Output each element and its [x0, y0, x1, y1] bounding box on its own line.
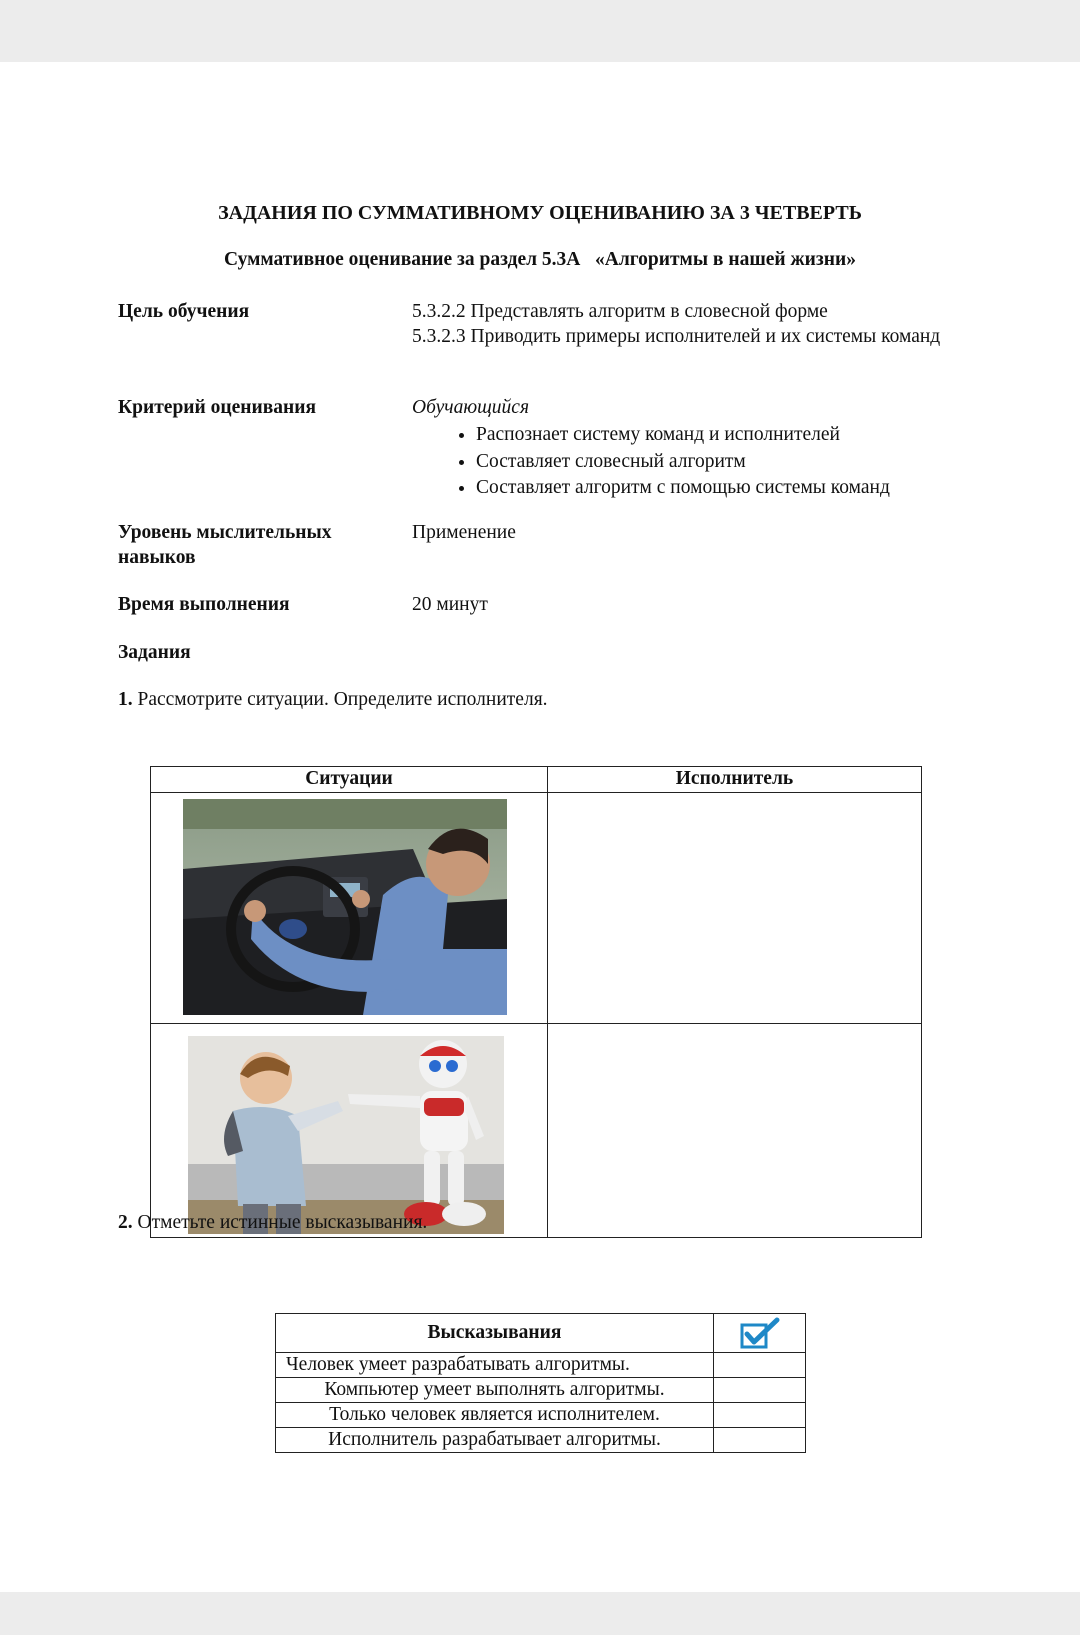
robot-photo: [188, 1036, 504, 1234]
check-header: [714, 1314, 806, 1353]
statements-header: Высказывания: [276, 1314, 714, 1353]
checkbox-checked-icon: [739, 1317, 781, 1351]
robot-image: [188, 1036, 504, 1234]
goal-line-1: 5.3.2.2 Представлять алгоритм в словесной форме: [412, 301, 828, 322]
statements-table: [275, 1313, 806, 1453]
statement-check-cell[interactable]: [714, 1403, 806, 1428]
criteria-item: • Составляет словесный алгоритм: [476, 449, 972, 476]
task2-prompt: [118, 1212, 427, 1234]
document-page: [0, 62, 1080, 1592]
criteria-value: [412, 395, 972, 502]
task2-text: Отметьте истинные высказывания.: [137, 1212, 428, 1233]
level-label: Уровень мыслительных навыков: [118, 522, 332, 568]
task1-text: Рассмотрите ситуации. Определите исполнителя.: [137, 689, 548, 710]
criteria-item: • Составляет алгоритм с помощью системы команд: [476, 475, 972, 502]
driver-photo: [183, 799, 507, 1015]
criteria-label: Критерий оценивания: [118, 397, 317, 418]
driver-image: [183, 799, 507, 1015]
situations-header: Ситуации: [151, 767, 548, 793]
time-value: 20 минут: [412, 594, 488, 615]
task2-number: 2.: [118, 1212, 133, 1233]
situation-cell-driver: [151, 793, 548, 1024]
goal-line-2: 5.3.2.3 Приводить примеры исполнителей и их системы команд: [412, 326, 941, 347]
criteria-list: [412, 422, 972, 502]
statement-row: Исполнитель разрабатывает алгоритмы.: [276, 1428, 714, 1453]
level-value: Применение: [412, 522, 516, 543]
situations-table: [150, 766, 922, 1238]
statement-check-cell[interactable]: [714, 1428, 806, 1453]
statement-row: Компьютер умеет выполнять алгоритмы.: [276, 1378, 714, 1403]
tasks-heading: Задания: [118, 642, 191, 663]
task1-number: 1.: [118, 689, 133, 710]
goal-value: [412, 299, 972, 349]
executor-answer-cell[interactable]: [548, 1024, 922, 1238]
criteria-item: • Распознает систему команд и исполнителей: [476, 422, 972, 449]
time-label: Время выполнения: [118, 594, 290, 615]
statement-check-cell[interactable]: [714, 1378, 806, 1403]
executor-header: Исполнитель: [548, 767, 922, 793]
executor-answer-cell[interactable]: [548, 793, 922, 1024]
task1-prompt: [118, 689, 548, 711]
goal-label: Цель обучения: [118, 301, 250, 322]
situation-cell-robot: [151, 1024, 548, 1238]
document-title: ЗАДАНИЯ ПО СУММАТИВНОМУ ОЦЕНИВАНИЮ ЗА 3 ЧЕТВЕРТЬ: [218, 202, 862, 224]
criteria-intro: Обучающийся: [412, 397, 530, 418]
statement-check-cell[interactable]: [714, 1353, 806, 1378]
statement-row: Только человек является исполнителем.: [276, 1403, 714, 1428]
statement-row: Человек умеет разрабатывать алгоритмы.: [276, 1353, 714, 1378]
document-subtitle: Суммативное оценивание за раздел 5.3А «Алгоритмы в нашей жизни»: [224, 249, 856, 270]
